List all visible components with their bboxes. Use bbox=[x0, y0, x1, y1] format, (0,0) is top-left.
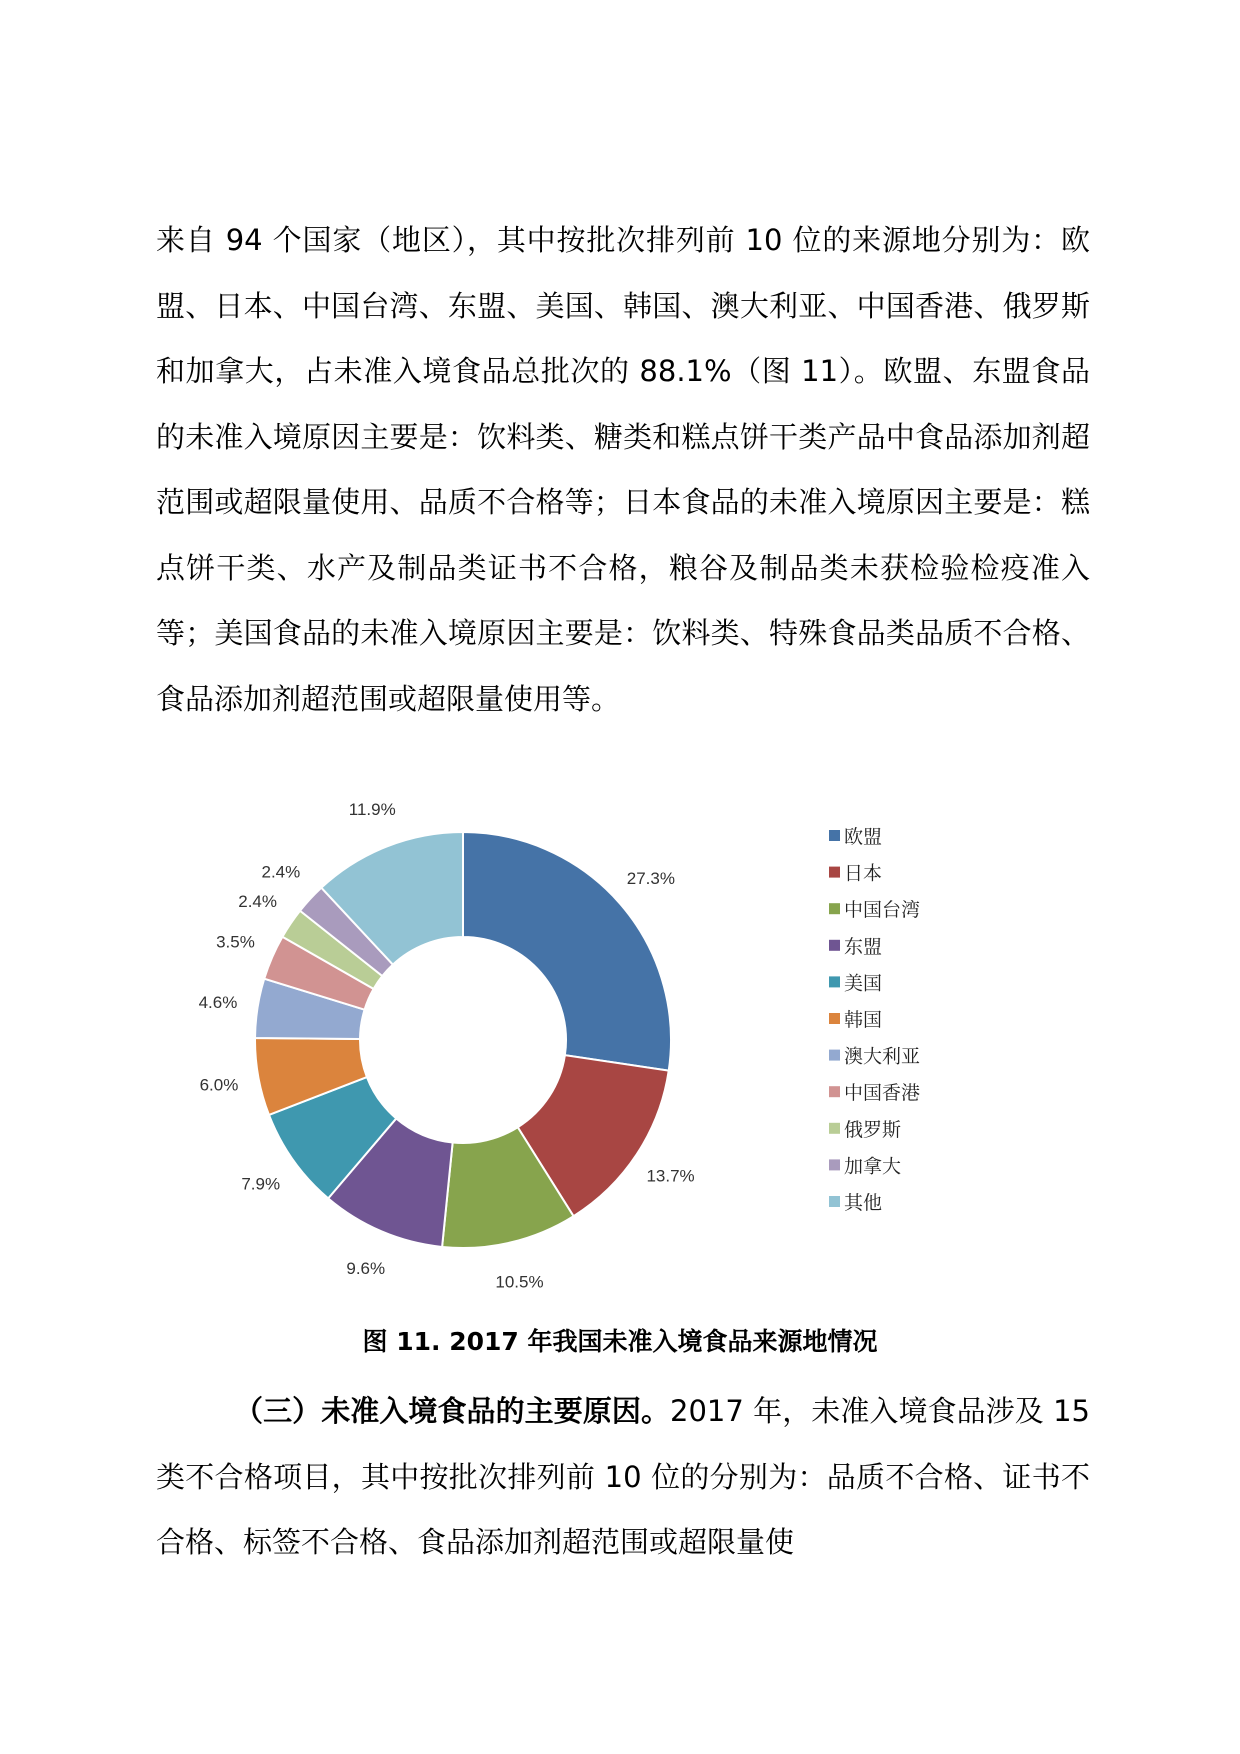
legend-swatch-东盟 bbox=[829, 940, 840, 951]
slice-label-美国: 7.9% bbox=[241, 1174, 281, 1194]
legend-label-中国台湾: 中国台湾 bbox=[844, 899, 921, 922]
slice-label-中国香港: 3.5% bbox=[216, 932, 255, 952]
legend-swatch-韩国 bbox=[829, 1013, 840, 1024]
legend-swatch-其他 bbox=[829, 1196, 840, 1207]
slice-label-俄罗斯: 2.4% bbox=[238, 892, 277, 912]
slice-label-加拿大: 2.4% bbox=[261, 862, 301, 882]
legend-label-其他: 其他 bbox=[844, 1192, 883, 1214]
slice-label-欧盟: 27.3% bbox=[626, 869, 675, 889]
slice-label-其他: 11.9% bbox=[348, 800, 396, 820]
legend-swatch-欧盟 bbox=[829, 830, 840, 841]
legend-label-东盟: 东盟 bbox=[844, 935, 883, 958]
slice-label-东盟: 9.6% bbox=[346, 1259, 386, 1279]
legend-label-日本: 日本 bbox=[844, 862, 883, 885]
legend-swatch-美国 bbox=[829, 976, 840, 987]
body-paragraph-reasons bbox=[156, 1379, 1090, 1576]
legend-label-澳大利亚: 澳大利亚 bbox=[844, 1045, 921, 1068]
legend-label-欧盟: 欧盟 bbox=[844, 826, 883, 848]
slice-label-日本: 13.7% bbox=[646, 1166, 695, 1186]
legend-swatch-中国香港 bbox=[829, 1086, 840, 1097]
figure-caption: 图 11. 2017 年我国未准入境食品来源地情况 bbox=[362, 1327, 878, 1356]
section-text: 2017 年，未准入境食品涉及 15 类不合格项目，其中按批次排列前 10 位的分别为：品质不合格、证书不合格、标签不合格、食品添加剂超范围或超限量使 bbox=[156, 1394, 1090, 1559]
legend-swatch-日本 bbox=[829, 867, 840, 878]
legend-swatch-加拿大 bbox=[829, 1159, 840, 1170]
donut-slices bbox=[255, 832, 671, 1248]
legend-label-俄罗斯: 俄罗斯 bbox=[844, 1118, 902, 1141]
chart-legend bbox=[829, 826, 920, 1214]
slice-欧盟 bbox=[463, 832, 671, 1071]
donut-chart bbox=[170, 800, 960, 1320]
body-paragraph-sources: 来自 94 个国家（地区），其中按批次排列前 10 位的来源地分别为：欧盟、日本、中国台湾、东盟、美国、韩国、澳大利亚、中国香港、俄罗斯和加拿大，占未准入境食品总批次的 88.1%（图 11）。欧盟、东盟食品的未准入境原因主要是：饮料类、糖类和糕点饼干类产品中食品添加剂超范围或超限量使用、品质不合格等；日本食品的未准入境原因主要是：糕点饼干类、水产及制品类证书不合格，粮谷及制品类未获检验检疫准入等；美国食品的未准入境原因主要是：饮料类、特殊食品类品质不合格、食品添加剂超范围或超限量使用等。 bbox=[156, 223, 1090, 716]
legend-label-加拿大: 加拿大 bbox=[844, 1155, 902, 1178]
slice-label-韩国: 6.0% bbox=[199, 1075, 239, 1095]
slice-label-中国台湾: 10.5% bbox=[495, 1272, 544, 1292]
legend-label-美国: 美国 bbox=[844, 972, 883, 995]
legend-label-韩国: 韩国 bbox=[844, 1009, 883, 1031]
legend-swatch-澳大利亚 bbox=[829, 1050, 840, 1061]
section-heading: （三）未准入境食品的主要原因。 bbox=[234, 1394, 671, 1428]
slice-label-澳大利亚: 4.6% bbox=[198, 992, 238, 1012]
legend-swatch-俄罗斯 bbox=[829, 1123, 840, 1134]
legend-label-中国香港: 中国香港 bbox=[844, 1082, 921, 1105]
legend-swatch-中国台湾 bbox=[829, 903, 840, 914]
